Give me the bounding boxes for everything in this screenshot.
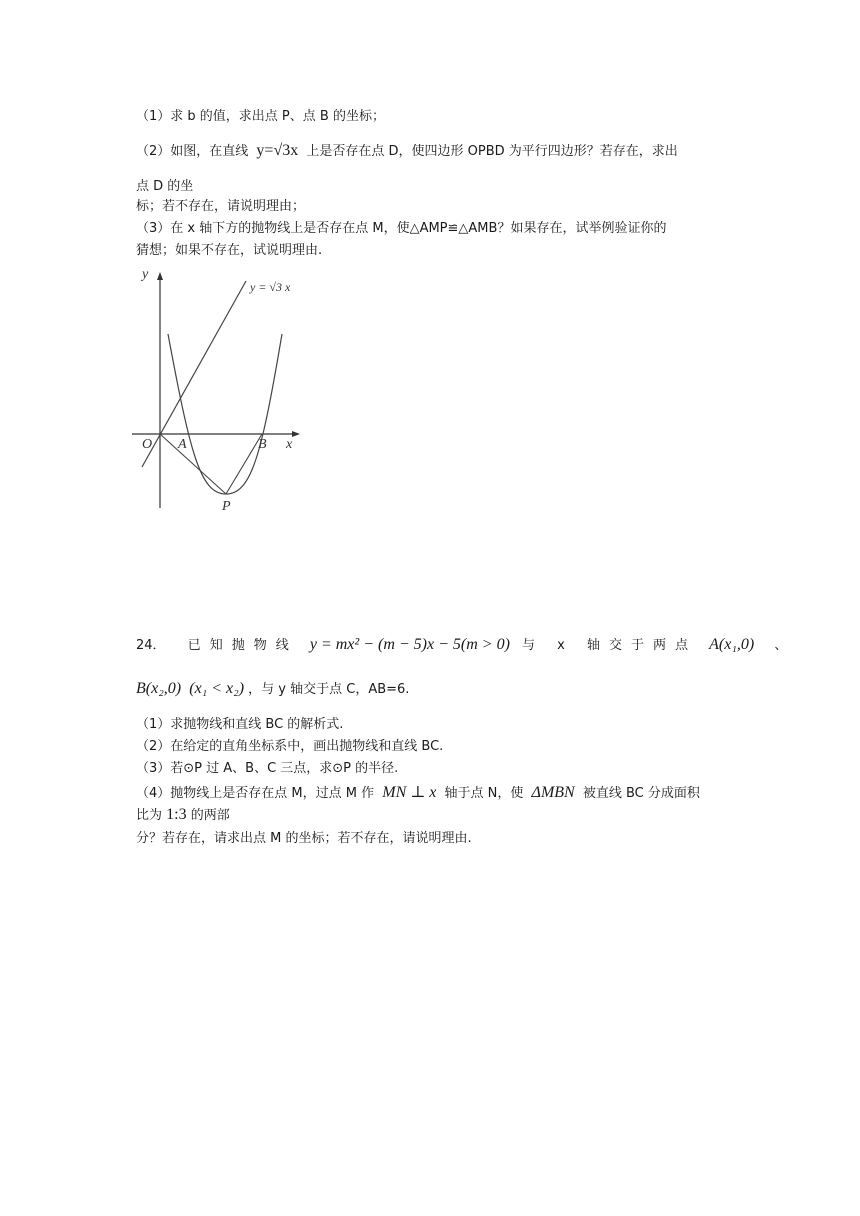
q23-part2-text-d: 标；若不存在，请说明理由； (136, 199, 306, 214)
q24-condition: (x₁ < x₂) (189, 680, 245, 697)
line-label: y = √3 x (250, 280, 291, 294)
q23-part2-line (136, 142, 678, 161)
q23-part2-text-a: （2）如图，在直线 (136, 144, 249, 159)
q23-part2-text-c: 点 D 的坐 (136, 179, 194, 194)
q24-equation: y = mx² − (m − 5)x − 5(m > 0) (309, 636, 510, 653)
q24-point-b: B(x₂,0) (136, 680, 182, 697)
q24-intro-b: 与 x 轴交于两点 (522, 638, 698, 653)
q24-sub4-f: 分？若存在，请求出点 M 的坐标；若不存在，请说明理由. (136, 831, 472, 846)
q24-sub4-d: 比为 (136, 808, 163, 823)
parabola (168, 334, 282, 494)
q24-sub4-ratio: 1:3 (166, 806, 187, 823)
x-axis-arrow (292, 431, 300, 437)
line-y-sqrt3x (142, 281, 246, 467)
q24-comma: 、 (774, 638, 788, 653)
x-axis-label: x (286, 437, 293, 452)
point-b-label: B (258, 437, 267, 452)
q24-number: 24． (136, 638, 166, 653)
point-a-label: A (178, 437, 187, 452)
point-p-label: P (222, 499, 231, 512)
coordinate-figure (128, 262, 318, 512)
q24-sub4-b: 轴于点 N，使 (444, 786, 524, 801)
q23-part3-text-b: 猜想；如果不存在，试说明理由. (136, 243, 323, 258)
q23-part2-text-b: 上是否存在点 D，使四边形 OPBD 为平行四边形？若存在，求出 (306, 144, 678, 159)
q24-intro-c: ，与 y 轴交于点 C，AB=6. (248, 682, 410, 697)
q24-sub4-c: 被直线 BC 分成面积 (582, 786, 700, 801)
q24-sub4-line2 (136, 806, 230, 825)
q23-part1: （1）求 b 的值，求出点 P、点 B 的坐标； (136, 109, 385, 124)
y-axis-label: y (142, 267, 149, 282)
q24-sub4-e: 的两部 (190, 808, 230, 823)
segment-op (160, 434, 226, 494)
q24-sub1: （1）求抛物线和直线 BC 的解析式. (136, 717, 344, 732)
q24-point-a: A(x₁,0) (709, 636, 755, 653)
q24-intro-line2 (136, 680, 409, 699)
origin-label: O (142, 437, 153, 452)
q24-sub3: （3）若⊙P 过 A、B、C 三点，求⊙P 的半径. (136, 761, 399, 776)
q24-intro-line (136, 636, 787, 655)
q23-part2-formula: y=√3x (256, 142, 299, 159)
q24-sub4-formula2: ΔMBN (531, 784, 575, 801)
y-axis-arrow (157, 272, 163, 280)
q24-intro-a: 已知抛物线 (187, 638, 298, 653)
q23-part3-text-a: （3）在 x 轴下方的抛物线上是否存在点 M，使△AMP≌△AMB？如果存在，试举例验证你的 (136, 221, 667, 236)
q24-sub4-a: （4）抛物线上是否存在点 M，过点 M 作 (136, 786, 375, 801)
q24-sub4-line (136, 784, 700, 803)
q24-sub4-formula1: MN ⊥ x (382, 784, 437, 801)
q24-sub2: （2）在给定的直角坐标系中，画出抛物线和直线 BC. (136, 739, 444, 754)
